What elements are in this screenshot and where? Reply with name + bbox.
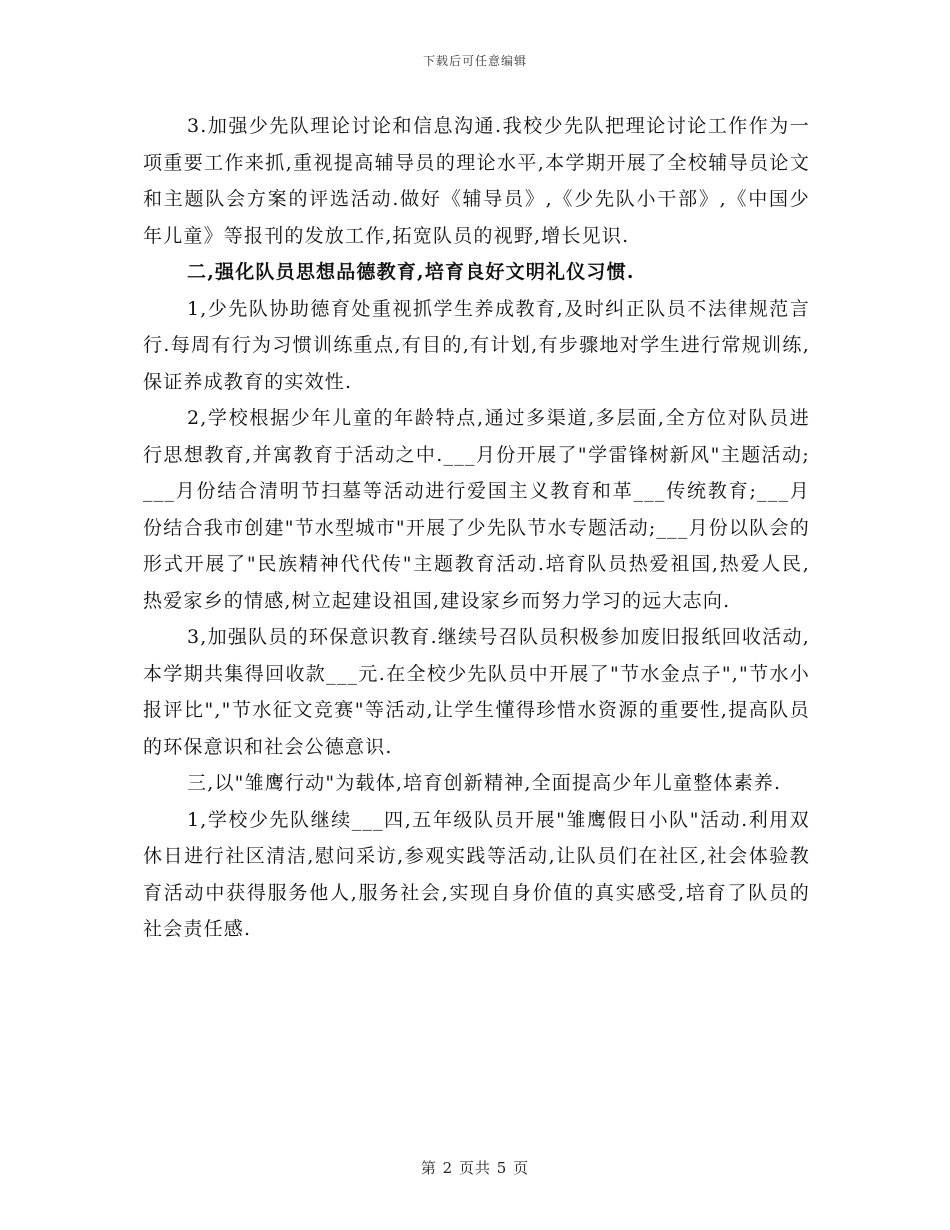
paragraph-info-communication: 3.加强少先队理论讨论和信息沟通.我校少先队把理论讨论工作作为一项重要工作来抓,重视提高辅导员的理论水平,本学期开展了全校辅导员论文和主题队会方案的评选活动.做好《辅导员》,《少先队小干部》,《中国少年儿童》等报刊的发放工作,拓宽队员的视野,增长见识. (143, 115, 810, 247)
page-number: 第 2 页共 5 页 (420, 1159, 530, 1177)
paragraph-ideological-education: 2,学校根据少年儿童的年龄特点,通过多渠道,多层面,全方位对队员进行思想教育,并寓教育于活动之中.___月份开展了"学雷锋树新风"主题活动;___月份结合清明节扫墓等活动进行爱国主义教育和革___传统教育;___月份结合我市创建"节水型城市"开展了少先队节水专题活动;___月份以队会的形式开展了"民族精神代代传"主题教育活动.培育队员热爱祖国,热爱人民,热爱家乡的情感,树立起建设祖国,建设家乡而努力学习的远大志向. (143, 407, 810, 612)
paragraph-environmental-education: 3,加强队员的环保意识教育.继续号召队员积极参加废旧报纸回收活动,本学期共集得回收款___元.在全校少先队员中开展了"节水金点子","节水小报评比","节水征文竞赛"等活动,让学生懂得珍惜水资源的重要性,提高队员的环保意识和社会公德意识. (143, 626, 810, 758)
section-heading-moral-education: 二,强化队员思想品德教育,培育良好文明礼仪习惯. (187, 261, 635, 283)
paragraph-habit-education: 1,少先队协助德育处重视抓学生养成教育,及时纠正队员不法律规范言行.每周有行为习惯训练重点,有目的,有计划,有步骤地对学生进行常规训练,保证养成教育的实效性. (143, 297, 810, 393)
page-header: 下载后可任意编辑 (422, 54, 527, 68)
section-heading-eagle-action: 三,以"雏鹰行动"为载体,培育创新精神,全面提高少年儿童整体素养. (187, 772, 782, 794)
document-body (143, 108, 810, 948)
paragraph-holiday-squad: 1,学校少先队继续___四,五年级队员开展"雏鹰假日小队"活动.利用双休日进行社区清洁,慰问采访,参观实践等活动,让队员们在社区,社会体验教育活动中获得服务他人,服务社会,实现自身价值的真实感受,培育了队员的社会责任感. (143, 808, 810, 940)
